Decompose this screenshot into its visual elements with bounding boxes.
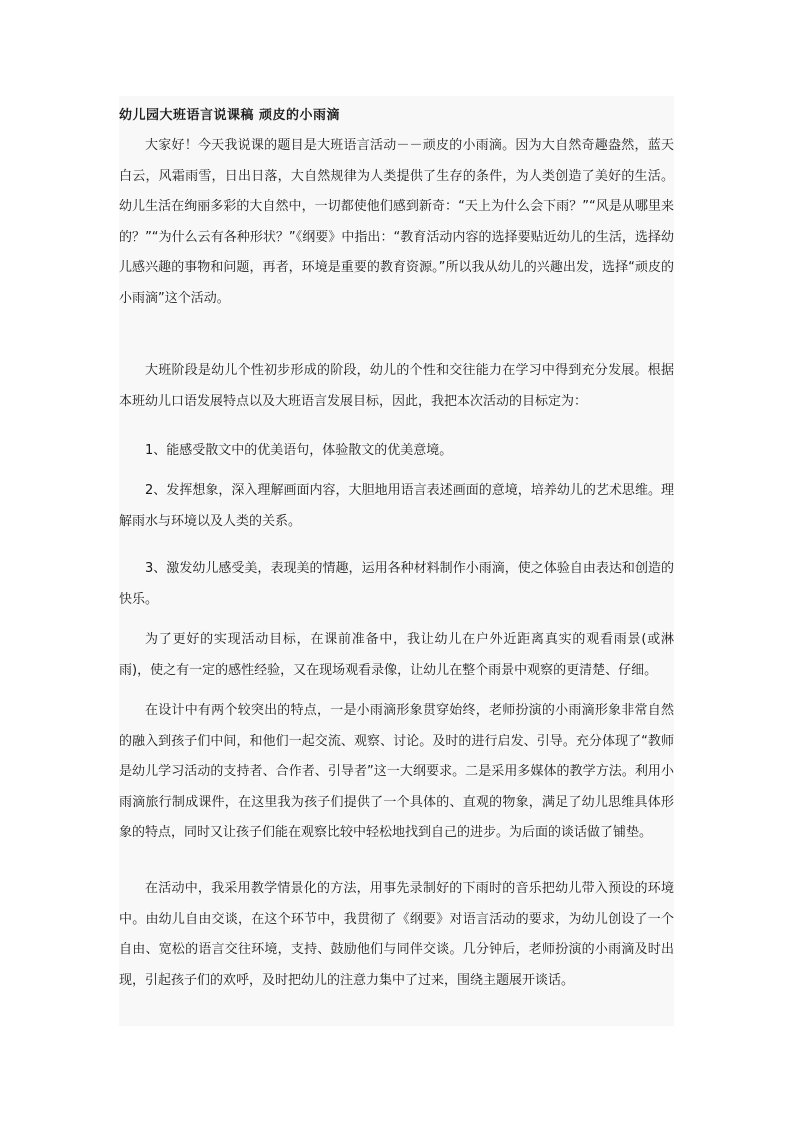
paragraph-goal-2: 2、发挥想象，深入理解画面内容，大胆地用语言表述画面的意境，培养幼儿的艺术思维。理解雨水与环境以及人类的关系。: [119, 483, 674, 529]
paragraph-intro: 大家好！今天我说课的题目是大班语言活动－－顽皮的小雨滴。因为大自然奇趣盎然，蓝天白云，风霜雨雪，日出日落，大自然规律为人类提供了生存的条件，为人类创造了美好的生活。幼儿生活在绚丽多彩的大自然中，一切都使他们感到新奇：“天上为什么会下雨？”“风是从哪里来的？”“为什么云有各种形状？”《纲要》中指出：“教育活动内容的选择要贴近幼儿的生活，选择幼儿感兴趣的事物和问题，再者，环境是重要的教育资源。”所以我从幼儿的兴趣出发，选择“顽皮的小雨滴”这个活动。: [119, 138, 674, 306]
paragraph-goal-1: 1、能感受散文中的优美语句，体验散文的优美意境。: [145, 443, 453, 458]
paragraph-design: 在设计中有两个较突出的特点，一是小雨滴形象贯穿始终，老师扮演的小雨滴形象非常自然的融入到孩子们中间，和他们一起交流、观察、讨论。及时的进行启发、引导。充分体现了“教师是幼儿学习活动的支持者、合作者、引导者”这一大纲要求。二是采用多媒体的教学方法。利用小雨滴旅行制成课件，在这里我为孩子们提供了一个具体的、直观的物象，满足了幼儿思维具体形象的特点，同时又让孩子们能在观察比较中轻松地找到自己的进步。为后面的谈话做了铺垫。: [119, 703, 674, 840]
paragraph-goal-3: 3、激发幼儿感受美，表现美的情趣，运用各种材料制作小雨滴，使之体验自由表达和创造的快乐。: [119, 561, 674, 607]
paragraph-activity: 在活动中，我采用教学情景化的方法，用事先录制好的下雨时的音乐把幼儿带入预设的环境中。由幼儿自由交谈，在这个环节中，我贯彻了《纲要》对语言活动的要求，为幼儿创设了一个自由、宽松的语言交往环境，支持、鼓励他们与同伴交谈。几分钟后，老师扮演的小雨滴及时出现，引起孩子们的欢呼，及时把幼儿的注意力集中了过来，围绕主题展开谈话。: [119, 881, 674, 988]
document-page: [119, 96, 674, 1026]
document-title: 幼儿园大班语言说课稿 顽皮的小雨滴: [119, 108, 341, 123]
paragraph-goals-intro: 大班阶段是幼儿个性初步形成的阶段，幼儿的个性和交往能力在学习中得到充分发展。根据本班幼儿口语发展特点以及大班语言发展目标，因此，我把本次活动的目标定为：: [119, 363, 674, 409]
paragraph-preparation: 为了更好的实现活动目标，在课前准备中，我让幼儿在户外近距离真实的观看雨景(或淋雨)，使之有一定的感性经验，又在现场观看录像，让幼儿在整个雨景中观察的更清楚、仔细。: [119, 632, 674, 678]
